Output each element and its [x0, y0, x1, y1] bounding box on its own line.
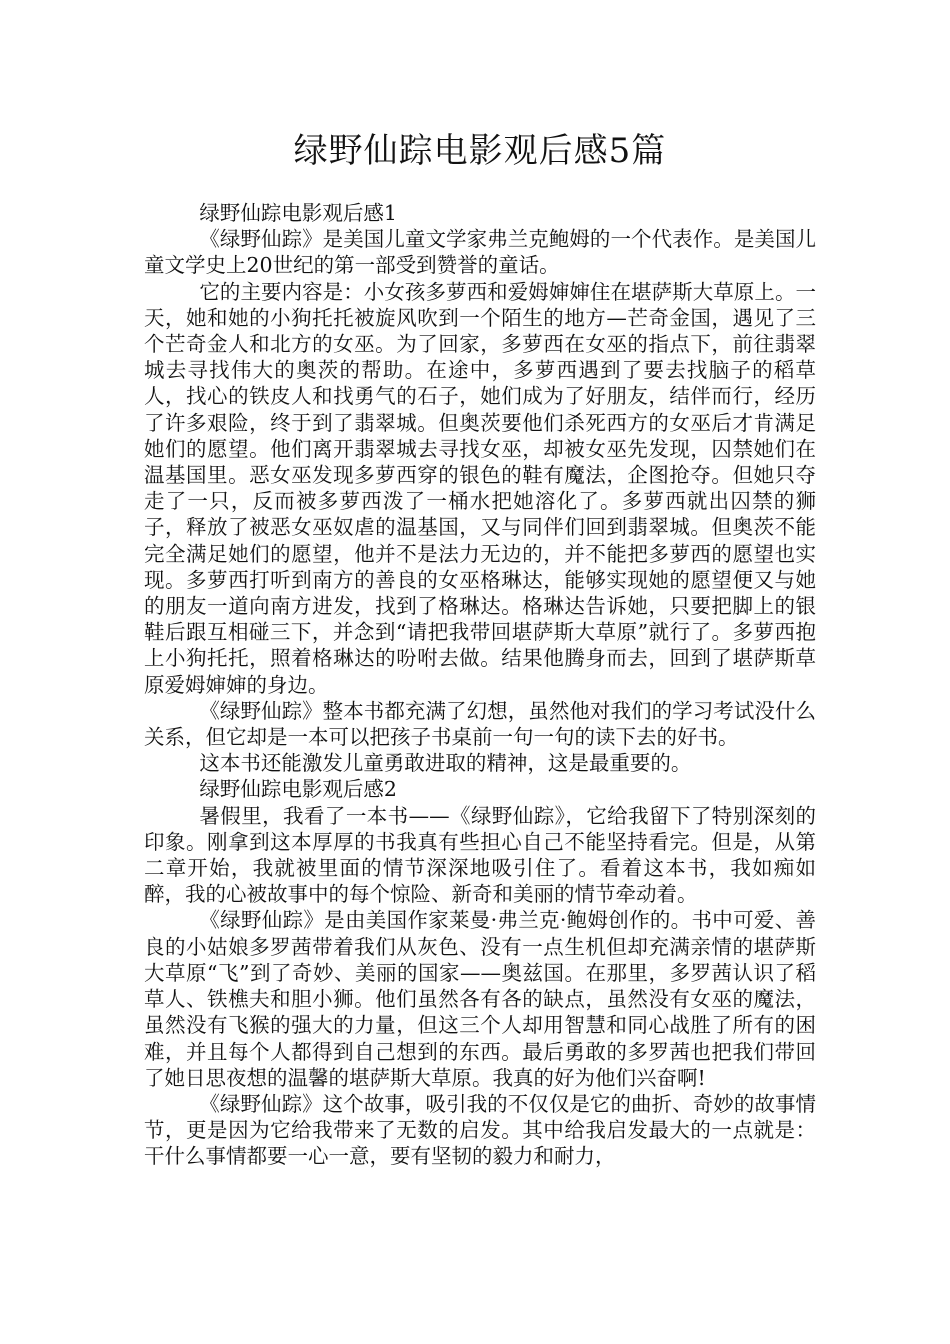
paragraph: 它的主要内容是：小女孩多萝西和爱姆婶婶住在堪萨斯大草原上。一天，她和她的小狗托托被旋风吹到一个陌生的地方—芒奇金国，遇见了三个芒奇金人和北方的女巫。为了回家，多萝西在女巫的指点下，前往翡翠城去寻找伟大的奥茨的帮助。在途中，多萝西遇到了要去找脑子的稻草人，找心的铁皮人和找勇气的石子，她们成为了好朋友，结伴而行，经历了许多艰险，终于到了翡翠城。但奥茨要他们杀死西方的女巫后才肯满足她们的愿望。他们离开翡翠城去寻找女巫，却被女巫先发现，囚禁她们在温基国里。恶女巫发现多萝西穿的银色的鞋有魔法，企图抢夺。但她只夺走了一只，反而被多萝西泼了一桶水把她溶化了。多萝西就出囚禁的狮子，释放了被恶女巫奴虐的温基国，又与同伴们回到翡翠城。但奥茨不能完全满足她们的愿望，他并不是法力无边的，并不能把多萝西的愿望也实现。多萝西打听到南方的善良的女巫格琳达，能够实现她的愿望便又与她的朋友一道向南方进发，找到了格琳达。格琳达告诉她，只要把脚上的银鞋后跟互相碰三下，并念到“请把我带回堪萨斯大草原”就行了。多萝西抱上小狗托托，照着格琳达的吩咐去做。结果他腾身而去，回到了堪萨斯草原爱姆婶婶的身边。 [144, 279, 816, 697]
paragraph: 《绿野仙踪》是由美国作家莱曼·弗兰克·鲍姆创作的。书中可爱、善良的小姑娘多罗茜带着我们从灰色、没有一点生机但却充满亲情的堪萨斯大草原“飞”到了奇妙、美丽的国家——奥兹国。在那里，多罗茜认识了稻草人、铁樵夫和胆小狮。他们虽然各有各的缺点，虽然没有女巫的魔法，虽然没有飞猴的强大的力量，但这三个人却用智慧和同心战胜了所有的困难，并且每个人都得到自己想到的东西。最后勇敢的多罗茜也把我们带回了她日思夜想的温馨的堪萨斯大草原。我真的好为他们兴奋啊! [144, 908, 816, 1090]
document-page [144, 126, 816, 1170]
document-body [144, 200, 816, 1170]
paragraph: 《绿野仙踪》这个故事，吸引我的不仅仅是它的曲折、奇妙的故事情节，更是因为它给我带来了无数的启发。其中给我启发最大的一点就是：干什么事情都要一心一意，要有坚韧的毅力和耐力， [144, 1091, 816, 1169]
paragraph: 《绿野仙踪》整本书都充满了幻想，虽然他对我们的学习考试没什么关系，但它却是一本可以把孩子书桌前一句一句的读下去的好书。 [144, 698, 816, 750]
paragraph: 暑假里，我看了一本书——《绿野仙踪》，它给我留下了特别深刻的印象。刚拿到这本厚厚的书我真有些担心自己不能坚持看完。但是，从第二章开始，我就被里面的情节深深地吸引住了。看着这本书，我如痴如醉，我的心被故事中的每个惊险、新奇和美丽的情节牵动着。 [144, 803, 816, 907]
paragraph: 《绿野仙踪》是美国儿童文学家弗兰克鲍姆的一个代表作。是美国儿童文学史上20世纪的第一部受到赞誉的童话。 [144, 227, 816, 278]
paragraph: 这本书还能激发儿童勇敢进取的精神，这是最重要的。 [199, 751, 692, 776]
section-heading-2: 绿野仙踪电影观后感2 [199, 777, 397, 802]
section-heading-1: 绿野仙踪电影观后感1 [199, 201, 397, 225]
document-title: 绿野仙踪电影观后感5篇 [293, 131, 667, 171]
